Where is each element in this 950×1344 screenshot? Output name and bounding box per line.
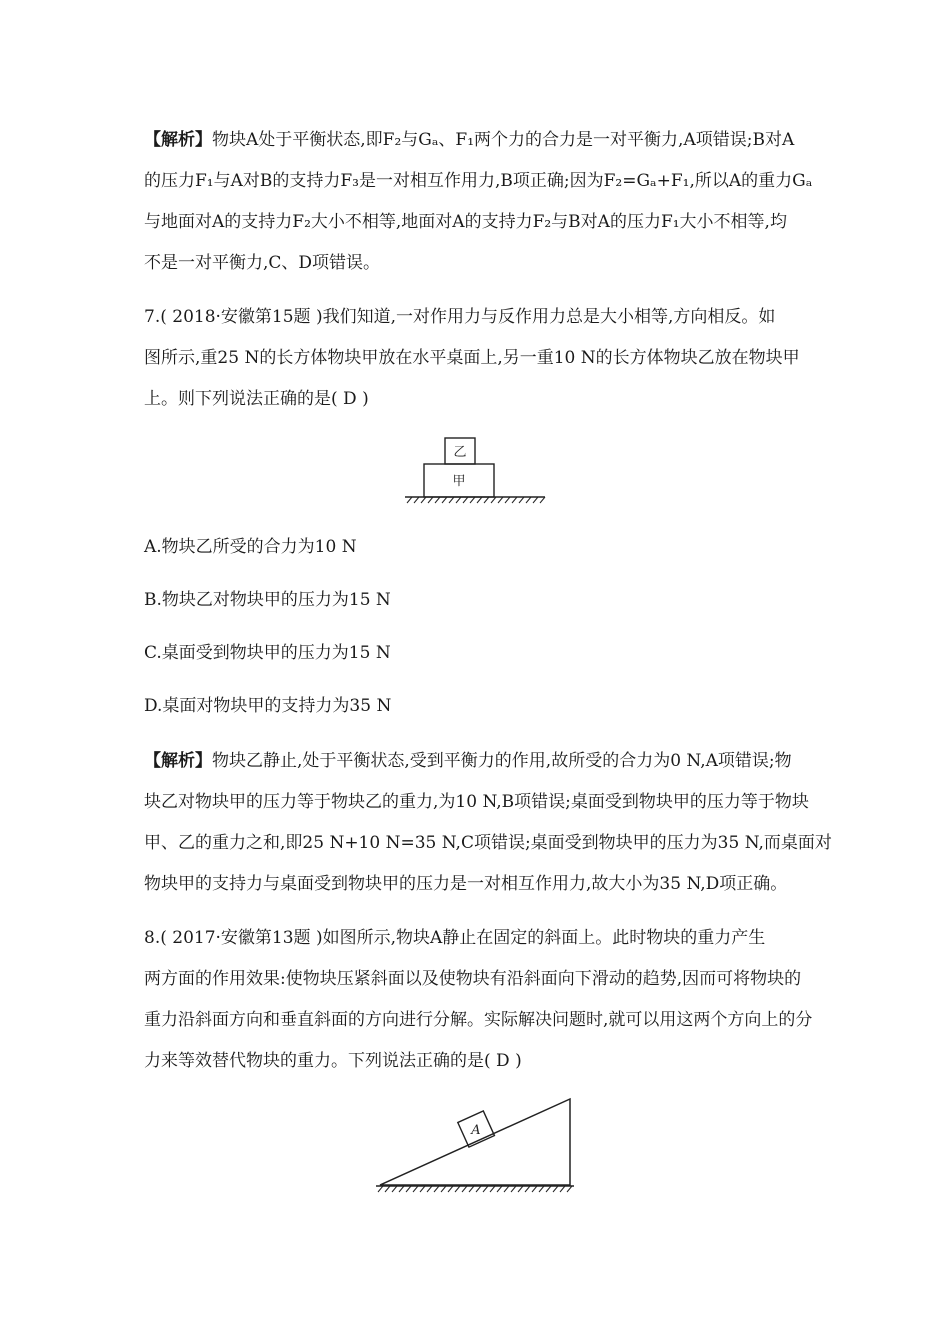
incline-slope: [380, 1099, 570, 1185]
analysis-6-line-2: 的压力F₁与A对B的支持力F₃是一对相互作用力,B项正确;因为F₂=Gₐ+F₁,所以A的重力Gₐ: [144, 171, 813, 191]
question-8-line-4: 力来等效替代物块的重力。下列说法正确的是( D ): [144, 1051, 522, 1071]
analysis-6-line-3: 与地面对A的支持力F₂大小不相等,地面对A的支持力F₂与B对A的压力F₁大小不相等,均: [144, 212, 787, 232]
incline-figure: [372, 1094, 582, 1198]
question-7-line-1: 7.( 2018·安徽第15题 )我们知道,一对作用力与反作用力总是大小相等,方向相反。如: [144, 307, 776, 327]
analysis-7-line-1: [144, 749, 792, 773]
stacked-blocks-figure: [400, 434, 550, 508]
analysis-6-line-4: 不是一对平衡力,C、D项错误。: [144, 253, 381, 273]
table-hatching: [407, 497, 545, 503]
question-8-line-1: 8.( 2017·安徽第13题 )如图所示,物块A静止在固定的斜面上。此时物块的重力产生: [144, 928, 766, 948]
analysis-7-line-2: 块乙对物块甲的压力等于物块乙的重力,为10 N,B项错误;桌面受到物块甲的压力等于物块: [144, 792, 809, 812]
analysis-6-line-1: [144, 128, 794, 152]
analysis-text: 物块A处于平衡状态,即F₂与Gₐ、F₁两个力的合力是一对平衡力,A项错误;B对A: [212, 130, 795, 150]
question-7-line-3: 上。则下列说法正确的是( D ): [144, 389, 369, 409]
analysis-7-line-3: 甲、乙的重力之和,即25 N+10 N=35 N,C项错误;桌面受到物块甲的压力为35 N,而桌面对: [144, 833, 832, 853]
option-a: A.物块乙所受的合力为10 N: [144, 537, 357, 557]
ground-hatching: [378, 1186, 572, 1192]
analysis-tag: 【解析】: [144, 751, 212, 771]
analysis-7-line-4: 物块甲的支持力与桌面受到物块甲的压力是一对相互作用力,故大小为35 N,D项正确。: [144, 874, 788, 894]
option-c: C.桌面受到物块甲的压力为15 N: [144, 643, 391, 663]
block-a-label: A: [471, 1123, 481, 1138]
option-d: D.桌面对物块甲的支持力为35 N: [144, 696, 392, 716]
analysis-tag: 【解析】: [144, 130, 212, 150]
option-b: B.物块乙对物块甲的压力为15 N: [144, 590, 391, 610]
question-7-line-2: 图所示,重25 N的长方体物块甲放在水平桌面上,另一重10 N的长方体物块乙放在物块甲: [144, 348, 800, 368]
block-jia-label: 甲: [452, 474, 466, 489]
analysis-text: 物块乙静止,处于平衡状态,受到平衡力的作用,故所受的合力为0 N,A项错误;物: [212, 751, 792, 771]
question-8-line-2: 两方面的作用效果:使物块压紧斜面以及使物块有沿斜面向下滑动的趋势,因而可将物块的: [144, 969, 802, 989]
question-8-line-3: 重力沿斜面方向和垂直斜面的方向进行分解。实际解决问题时,就可以用这两个方向上的分: [144, 1010, 813, 1030]
block-yi-label: 乙: [453, 445, 467, 460]
